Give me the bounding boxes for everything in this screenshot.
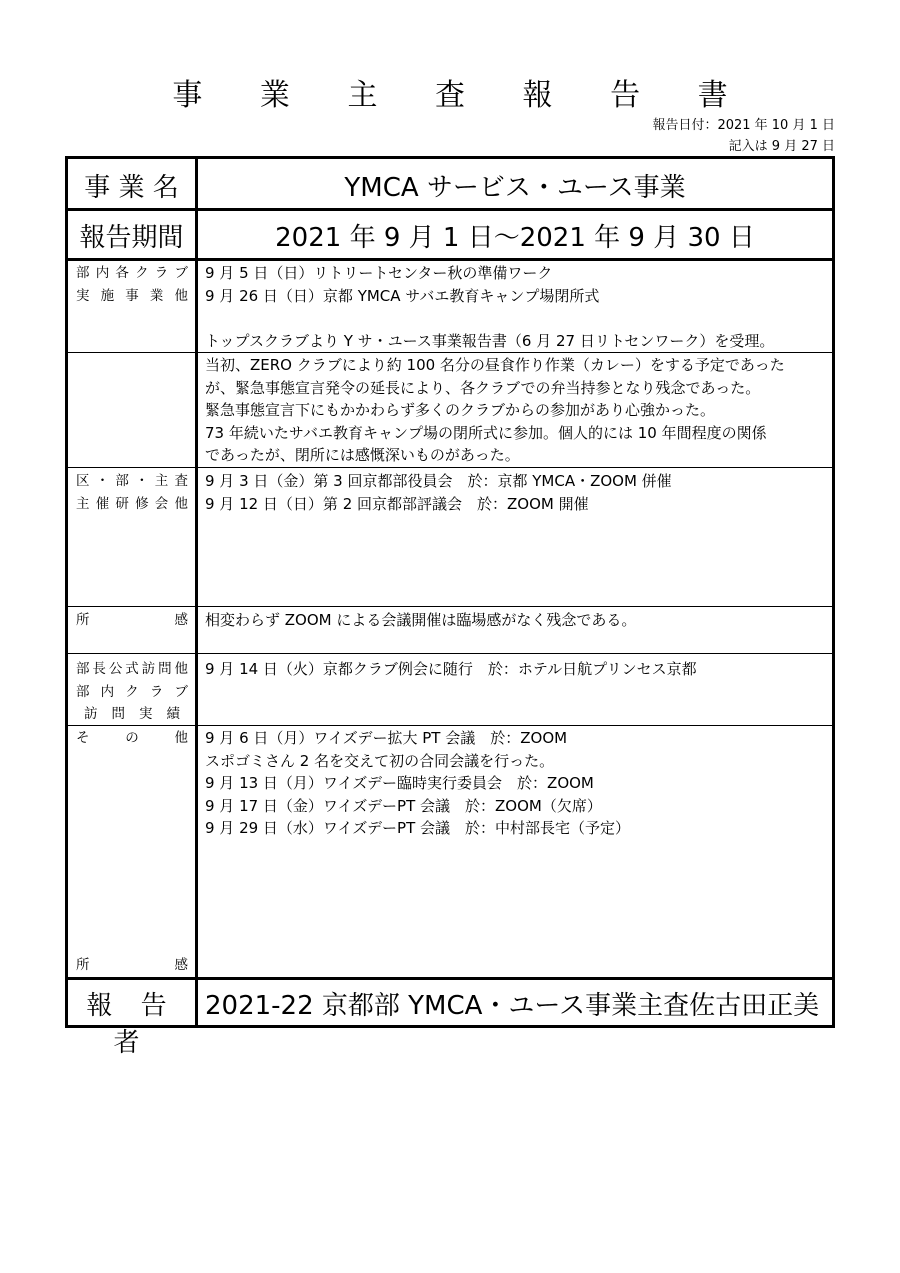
text-line: 9 月 26 日（日）京都 YMCA サバエ教育キャンプ場閉所式 (205, 286, 600, 305)
reporter-label: 報 告 者 (86, 991, 177, 1058)
row-divider (68, 606, 832, 607)
text-line: 相変わらず ZOOM による会議開催は臨場感がなく残念である。 (205, 611, 637, 629)
row-divider (68, 653, 832, 654)
row-divider (68, 208, 832, 211)
text-line: 9 月 6 日（月）ワイズデー拡大 PT 会議 於：ZOOM (205, 729, 568, 747)
text-line: 9 月 17 日（金）ワイズデーPT 会議 於：ZOOM（欠席） (205, 796, 602, 815)
period-label: 報告期間 (79, 223, 184, 253)
entry-date: 記入は 9 月 27 日 (728, 139, 835, 154)
other-text (205, 727, 826, 840)
row-divider (68, 467, 832, 468)
row-divider (68, 258, 832, 261)
business-name-label: 事 業 名 (84, 173, 179, 203)
text-line: 当初、ZERO クラブにより約 100 名分の昼食作り作業（カレー）をする予定であった (205, 356, 785, 374)
district-impressions-text (205, 609, 826, 632)
other-label: そ の 他 (76, 730, 188, 746)
text-line: 9 月 3 日（金）第 3 回京都部役員会 於：京都 YMCA・ZOOM 併催 (205, 472, 672, 490)
row-divider (68, 352, 832, 353)
other-impressions-label: 所 感 (76, 957, 188, 973)
report-date: 報告日付：2021 年 10 月 1 日 (652, 118, 835, 133)
report-table (65, 156, 835, 1058)
text-line: であったが、閉所には感慨深いものがあった。 (205, 446, 520, 464)
official-visits-text (205, 658, 826, 681)
text-line: 9 月 12 日（日）第 2 回京都部評議会 於：ZOOM 開催 (205, 494, 589, 513)
row-divider (68, 725, 832, 726)
district-impressions-label: 所 感 (76, 612, 188, 628)
text-line: が、緊急事態宣言発令の延長により、各クラブでの弁当持参となり残念であった。 (205, 378, 761, 397)
text-line: スポゴミさん 2 名を交えて初の合同会議を行った。 (205, 751, 555, 770)
club-impressions-text (205, 354, 826, 467)
text-line: 9 月 29 日（水）ワイズデーPT 会議 於：中村部長宅（予定） (205, 819, 631, 837)
text-line: 緊急事態宣言下にもかかわらず多くのクラブからの参加があり心強かった。 (205, 401, 716, 419)
period-value: 2021 年 9 月 1 日～2021 年 9 月 30 日 (275, 223, 755, 253)
club-activities-label: 部内各クラブ 実 施 事 業 他 (76, 265, 188, 304)
text-line: 9 月 14 日（火）京都クラブ例会に随行 於：ホテル日航プリンセス京都 (205, 660, 697, 678)
business-name-value: YMCA サービス・ユース事業 (344, 173, 686, 203)
text-line: 9 月 13 日（月）ワイズデー臨時実行委員会 於：ZOOM (205, 774, 594, 792)
document-title: 事 業 主 査 報 告 書 (172, 78, 752, 113)
reporter-value: 2021-22 京都部 YMCA・ユース事業主査佐古田正美 (205, 991, 820, 1021)
district-meetings-text (205, 470, 826, 515)
district-meetings-label: 区・部・主査 主 催 研 修 会 他 (76, 473, 188, 512)
text-line (205, 307, 826, 330)
column-divider (195, 159, 198, 1025)
text-line: 73 年続いたサバエ教育キャンプ場の閉所式に参加。個人的には 10 年間程度の関係 (205, 423, 767, 442)
text-line: トップスクラブより Y サ・ユース事業報告書（6 月 27 日リトセンワーク）を受理。 (205, 331, 775, 350)
club-activities-text (205, 262, 826, 352)
official-visits-label: 部長公式訪問他 部 内 ク ラ ブ 訪 問 実 績 (76, 661, 188, 722)
text-line: 9 月 5 日（日）リトリートセンター秋の準備ワーク (205, 264, 553, 282)
row-divider (68, 977, 832, 980)
